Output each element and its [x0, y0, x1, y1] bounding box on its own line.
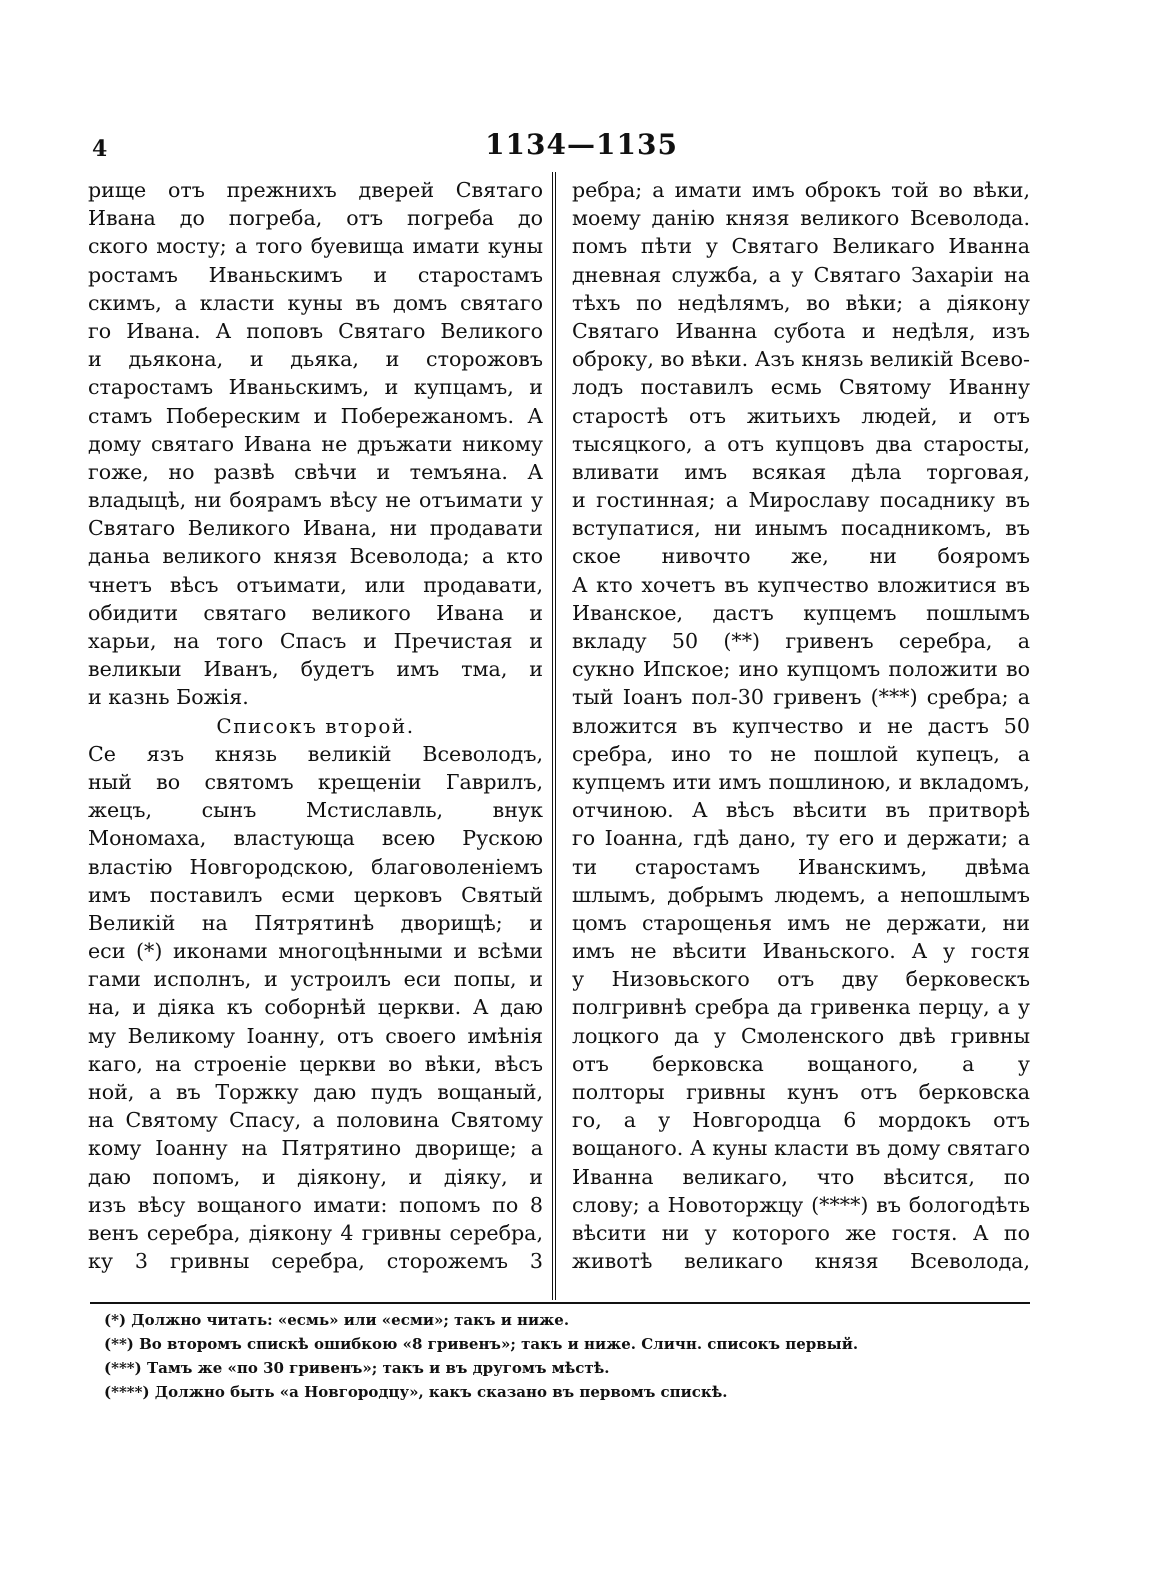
- text-line: и дьякона, и дьяка, и сторожовъ: [88, 347, 543, 372]
- text-line: рище отъ прежнихъ дверей Святаго: [88, 178, 543, 202]
- text-line: ти старостамъ Иванскимъ, двѣма: [572, 854, 1030, 879]
- left-column: [88, 176, 543, 1275]
- text-line: даю попомъ, и діякону, и діяку, и: [88, 1164, 543, 1189]
- text-line: оброку, во вѣки. Азъ князь великій Всево-: [572, 347, 1030, 372]
- text-line: тысяцкого, а отъ купцовъ два старосты,: [572, 431, 1030, 456]
- text-line: еси (*) иконами многоцѣнными и всѣми: [88, 939, 543, 964]
- text-line: Святаго Великого Ивана, ни продавати: [88, 516, 543, 541]
- text-line: на, и діяка къ соборнѣй церкви. А даю: [88, 995, 543, 1020]
- text-line: на Святому Спасу, а половина Святому: [88, 1108, 543, 1133]
- text-line: старостамъ Иваньскимъ, и купцамъ, и: [88, 375, 543, 400]
- text-line: му Великому Іоанну, отъ своего имѣнія: [88, 1023, 543, 1048]
- text-line: чнетъ вѣсъ отъимати, или продавати,: [88, 572, 543, 597]
- text-line: ского мосту; а того буевища имати куны: [88, 234, 543, 259]
- text-line: животѣ великаго князя Всеволода,: [572, 1249, 1030, 1274]
- footnote: (**) Во второмъ спискѣ ошибкою «8 гривенъ»; такъ и ниже. Сличн. списокъ первый.: [104, 1335, 859, 1353]
- text-line: тѣхъ по недѣлямъ, во вѣки; а діякону: [572, 290, 1030, 315]
- text-line: вощаного. А куны класти въ дому святаго: [572, 1136, 1030, 1161]
- text-line: ское нивочто же, ни бояромъ: [572, 544, 1030, 569]
- text-line: дневная служба, а у Святаго Захаріи на: [572, 262, 1030, 287]
- footnote: (*) Должно читать: «есмь» или «есми»; такъ и ниже.: [104, 1311, 570, 1329]
- footnote: (****) Должно быть «а Новгородцу», какъ сказано въ первомъ спискѣ.: [104, 1383, 728, 1401]
- text-line: дому святаго Ивана не дръжати никому: [88, 431, 543, 456]
- text-line: венъ серебра, діякону 4 гривны серебра,: [88, 1220, 543, 1245]
- text-line: кому Іоанну на Пятрятино дворище; а: [88, 1136, 543, 1161]
- text-line: вѣсити ни у которого же гостя. А по: [572, 1220, 1030, 1245]
- footnotes: [104, 1308, 1004, 1404]
- text-line: изъ вѣсу вощаного имати: попомъ по 8: [88, 1192, 543, 1217]
- text-line: скимъ, а класти куны въ домъ святаго: [88, 290, 543, 315]
- text-line: купцемъ ити имъ пошлиною, и вкладомъ,: [572, 769, 1030, 794]
- text-line: Ивана до погреба, отъ погреба до: [88, 206, 543, 231]
- text-line: великыи Иванъ, будетъ имъ тма, и: [88, 657, 543, 682]
- text-line: харьи, на того Спасъ и Пречистая и: [88, 629, 543, 653]
- text-line: го, а у Новгородца 6 мордокъ отъ: [572, 1108, 1030, 1133]
- text-line: даньа великого князя Всеволода; а кто: [88, 544, 543, 569]
- text-line: ной, а въ Торжку даю пудъ вощаный,: [88, 1080, 543, 1104]
- text-line: полторы гривны кунъ отъ берковска: [572, 1080, 1030, 1104]
- text-line: вложится въ купчество и не дастъ 50: [572, 713, 1030, 738]
- text-line: Великій на Пятрятинѣ дворищѣ; и: [88, 910, 543, 935]
- text-line: гами исполнъ, и устроилъ еси попы, и: [88, 967, 543, 992]
- text-line: Иванское, дастъ купцемъ пошлымъ: [572, 600, 1030, 625]
- text-line: ростамъ Иваньскимъ и старостамъ: [88, 262, 543, 287]
- text-line: лоцкого да у Смоленского двѣ гривны: [572, 1023, 1030, 1048]
- text-line: цомъ старощенья имъ не держати, ни: [572, 910, 1030, 935]
- text-line: шлымъ, добрымъ людемъ, а непошлымъ: [572, 882, 1030, 907]
- text-line: вкладу 50 (**) гривенъ серебра, а: [572, 629, 1030, 653]
- text-line: имъ не вѣсити Иваньского. А у гостя: [572, 939, 1030, 964]
- text-line: и гостинная; а Мирославу посаднику въ: [572, 488, 1030, 513]
- text-line: го Ивана. А поповъ Святаго Великого: [88, 318, 543, 343]
- section-subheading: Списокъ второй.: [216, 713, 415, 738]
- page-title: 1134—1135: [485, 128, 678, 161]
- text-line: имъ поставилъ есми церковъ Святый: [88, 882, 543, 907]
- text-line: ребра; а имати имъ оброкъ той во вѣки,: [572, 178, 1030, 202]
- text-line: вступатися, ни инымъ посадникомъ, въ: [572, 516, 1030, 541]
- right-column: [572, 176, 1030, 1275]
- footnote: (***) Тамъ же «по 30 гривенъ»; такъ и въ другомъ мѣстѣ.: [104, 1359, 610, 1377]
- text-line: у Низовьского отъ дву берковескъ: [572, 967, 1030, 992]
- text-line: жецъ, сынъ Мстиславль, внук: [88, 798, 543, 823]
- text-line: старостѣ отъ житьихъ людей, и отъ: [572, 403, 1030, 428]
- text-line: Иванна великаго, что вѣсится, по: [572, 1164, 1030, 1189]
- column-divider: [552, 172, 556, 1300]
- text-line: обидити святаго великого Ивана и: [88, 600, 543, 625]
- text-line: полгривнѣ сребра да гривенка перцу, а у: [572, 995, 1030, 1020]
- footnote-rule: [90, 1302, 1030, 1304]
- text-line: и казнь Божія.: [88, 685, 249, 710]
- text-line: лодъ поставилъ есмь Святому Иванну: [572, 375, 1030, 400]
- text-line: гоже, но развѣ свѣчи и темъяна. А: [88, 459, 543, 484]
- text-line: А кто хочетъ въ купчество вложитися въ: [572, 572, 1030, 597]
- page-number: 4: [92, 136, 108, 162]
- text-line: моему данію князя великого Всеволода.: [572, 206, 1030, 231]
- text-line: отъ берковска вощаного, а у: [572, 1051, 1030, 1076]
- text-line: ку 3 гривны серебра, сторожемъ 3: [88, 1249, 543, 1274]
- text-line: Святаго Иванна субота и недѣля, изъ: [572, 318, 1030, 343]
- text-line: владыцѣ, ни боярамъ вѣсу не отъимати у: [88, 488, 543, 513]
- text-line: сребра, ино то не пошлой купецъ, а: [572, 741, 1030, 766]
- text-line: ный во святомъ крещеніи Гаврилъ,: [88, 769, 543, 794]
- text-line: отчиною. А вѣсъ вѣсити въ притворѣ: [572, 798, 1030, 823]
- text-line: Се язъ князь великій Всеволодъ,: [88, 741, 543, 766]
- text-line: слову; а Новоторжцу (****) въ бологодѣть: [572, 1192, 1030, 1217]
- text-line: вливати имъ всякая дѣла торговая,: [572, 459, 1030, 484]
- text-line: го Іоанна, гдѣ дано, ту его и держати; а: [572, 826, 1030, 851]
- text-line: тый Іоанъ пол-30 гривенъ (***) сребра; а: [572, 685, 1030, 710]
- text-line: стамъ Побереским и Побережаномъ. А: [88, 403, 543, 428]
- text-line: каго, на строеніе церкви во вѣки, вѣсъ: [88, 1051, 543, 1076]
- text-line: властію Новгородскою, благоволеніемъ: [88, 854, 543, 879]
- text-line: помъ пѣти у Святаго Великаго Иванна: [572, 234, 1030, 259]
- text-line: Мономаха, властующа всею Рускою: [88, 826, 543, 851]
- text-line: сукно Ипское; ино купцомъ положити во: [572, 657, 1030, 682]
